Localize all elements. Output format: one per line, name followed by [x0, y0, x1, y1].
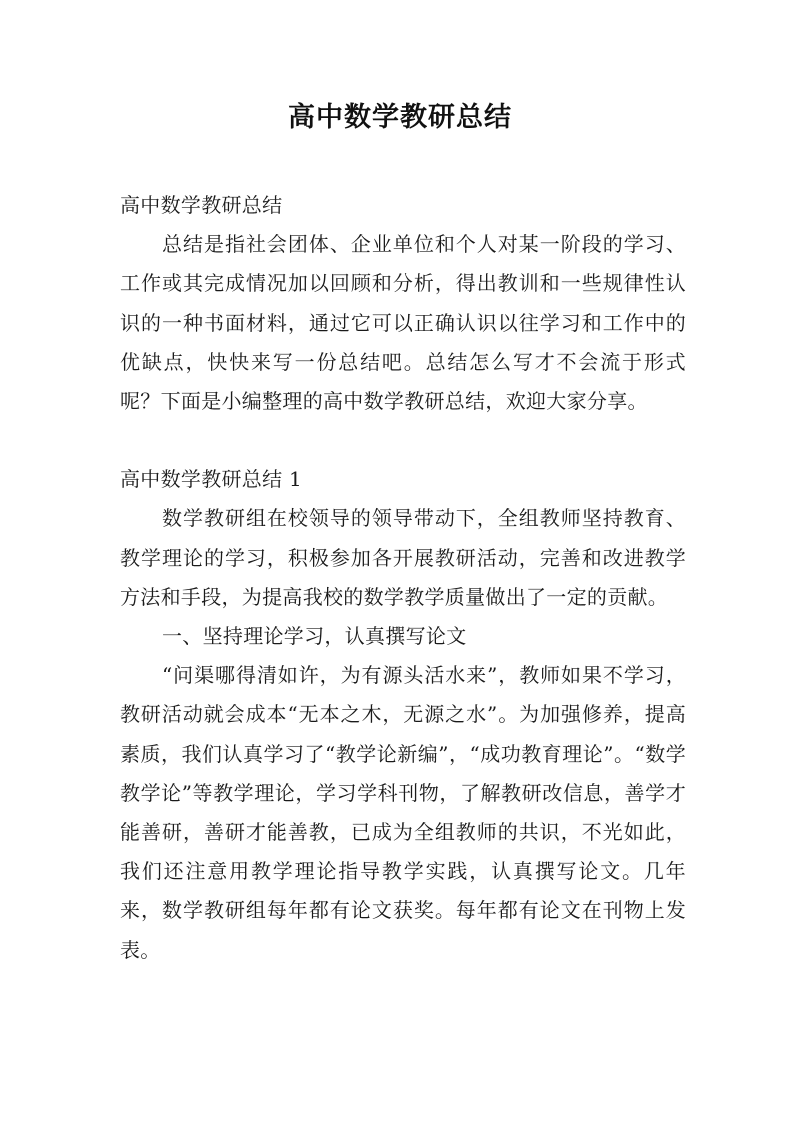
paragraph-spacer — [120, 421, 686, 460]
document-title: 高中数学教研总结 — [288, 102, 512, 133]
intro-paragraph: 总结是指社会团体、企业单位和个人对某一阶段的学习、工作或其完成情况加以回顾和分析，得出教训和一些规律性认识的一种书面材料，通过它可以正确认识以往学习和工作中的优缺点，快快来写一份总结吧。总结怎么写才不会流于形式呢？下面是小编整理的高中数学教研总结，欢迎大家分享。 — [120, 232, 686, 414]
document-body — [120, 186, 686, 970]
section-heading: 高中数学教研总结 1 — [120, 467, 303, 492]
section-paragraph: 数学教研组在校领导的领导带动下，全组教师坚持教育、教学理论的学习，积极参加各开展教研活动，完善和改进教学方法和手段，为提高我校的数学教学质量做出了一定的贡献。 — [120, 506, 686, 609]
section-paragraph: “问渠哪得清如许，为有源头活水来”，教师如果不学习，教研活动就会成本“无本之木，无源之水”。为加强修养，提高素质，我们认真学习了“教学论新编”，“成功教育理论”。“数学教学论”等教学理论，学习学科刊物，了解教研改信息，善学才能善研，善研才能善教，已成为全组教师的共识，不光如此，我们还注意用教学理论指导教学实践，认真撰写论文。几年来，数学教研组每年都有论文获奖。每年都有论文在刊物上发表。 — [120, 663, 686, 962]
section-subheading: 一、坚持理论学习，认真撰写论文 — [162, 624, 467, 649]
intro-heading: 高中数学教研总结 — [120, 193, 283, 217]
